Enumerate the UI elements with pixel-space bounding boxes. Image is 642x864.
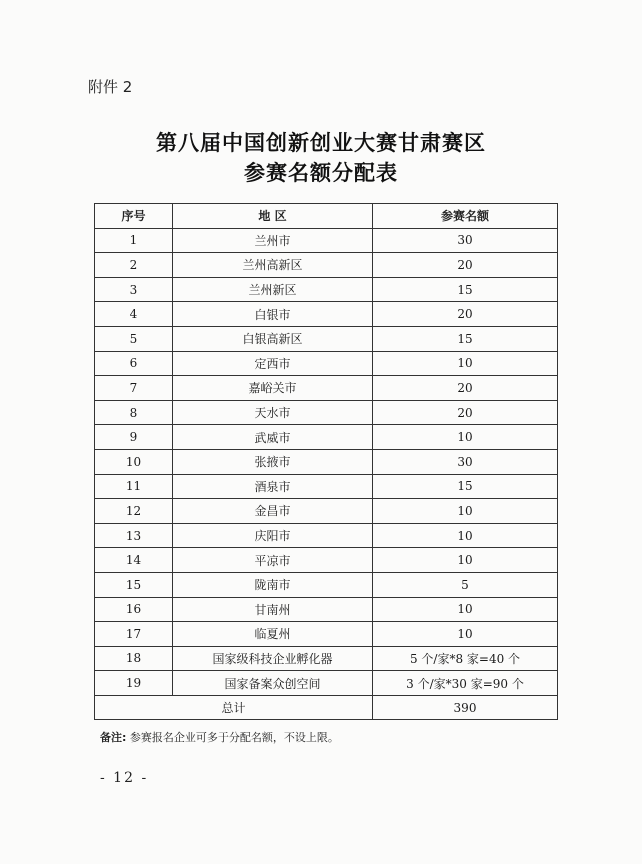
table-row [95,351,558,376]
header-quota: 参赛名额 [373,204,558,229]
header-no: 序号 [95,204,173,229]
table-row [95,302,558,327]
cell-quota: 20 [373,376,558,401]
cell-quota: 15 [373,326,558,351]
table-row [95,646,558,671]
cell-region: 甘南州 [173,597,373,622]
cell-no: 7 [95,376,173,401]
table-row [95,622,558,647]
table-row [95,400,558,425]
cell-region: 兰州高新区 [173,253,373,278]
table-row [95,228,558,253]
cell-no: 10 [95,449,173,474]
cell-region: 国家级科技企业孵化器 [173,646,373,671]
cell-quota: 10 [373,523,558,548]
cell-region: 酒泉市 [173,474,373,499]
cell-no: 2 [95,253,173,278]
table-row [95,572,558,597]
cell-no: 3 [95,277,173,302]
cell-region: 兰州新区 [173,277,373,302]
table-row [95,671,558,696]
cell-quota: 3 个/家*30 家=90 个 [373,671,558,696]
cell-no: 5 [95,326,173,351]
cell-no: 15 [95,572,173,597]
cell-region: 陇南市 [173,572,373,597]
note-text: 参赛报名企业可多于分配名额，不设上限。 [129,731,339,744]
table-row [95,425,558,450]
total-value: 390 [373,695,558,720]
cell-region: 金昌市 [173,499,373,524]
document-title: 第八届中国创新创业大赛甘肃赛区 [156,130,486,155]
cell-quota: 5 个/家*8 家=40 个 [373,646,558,671]
cell-no: 19 [95,671,173,696]
table-row [95,277,558,302]
note [100,729,339,745]
cell-quota: 10 [373,597,558,622]
cell-quota: 10 [373,499,558,524]
cell-no: 18 [95,646,173,671]
cell-region: 白银高新区 [173,326,373,351]
cell-no: 6 [95,351,173,376]
cell-quota: 30 [373,449,558,474]
cell-no: 9 [95,425,173,450]
cell-quota: 5 [373,572,558,597]
table-header-row [95,204,558,229]
cell-region: 白银市 [173,302,373,327]
table-row [95,499,558,524]
table-row [95,326,558,351]
total-label: 总计 [95,695,373,720]
table-body [95,228,558,720]
cell-quota: 20 [373,302,558,327]
cell-quota: 10 [373,351,558,376]
document-subtitle: 参赛名额分配表 [244,160,398,185]
cell-region: 平凉市 [173,548,373,573]
cell-region: 武威市 [173,425,373,450]
cell-region: 临夏州 [173,622,373,647]
table-row [95,253,558,278]
cell-no: 11 [95,474,173,499]
cell-no: 8 [95,400,173,425]
table-row [95,376,558,401]
cell-no: 17 [95,622,173,647]
table-row [95,597,558,622]
header-region: 地 区 [173,204,373,229]
table-row [95,449,558,474]
cell-no: 4 [95,302,173,327]
cell-no: 13 [95,523,173,548]
cell-region: 天水市 [173,400,373,425]
note-label: 备注: [100,731,127,744]
cell-quota: 20 [373,253,558,278]
cell-region: 嘉峪关市 [173,376,373,401]
cell-quota: 10 [373,425,558,450]
quota-table [94,203,558,720]
cell-quota: 10 [373,548,558,573]
table-row [95,548,558,573]
cell-quota: 10 [373,622,558,647]
cell-quota: 30 [373,228,558,253]
cell-region: 定西市 [173,351,373,376]
cell-region: 国家备案众创空间 [173,671,373,696]
cell-region: 张掖市 [173,449,373,474]
cell-no: 1 [95,228,173,253]
cell-quota: 15 [373,277,558,302]
table-row [95,474,558,499]
cell-no: 16 [95,597,173,622]
cell-quota: 15 [373,474,558,499]
page-number: - 12 - [100,770,149,786]
cell-quota: 20 [373,400,558,425]
cell-no: 14 [95,548,173,573]
table-total-row [95,695,558,720]
cell-no: 12 [95,499,173,524]
cell-region: 庆阳市 [173,523,373,548]
cell-region: 兰州市 [173,228,373,253]
table-row [95,523,558,548]
attachment-label: 附件 2 [88,78,133,96]
